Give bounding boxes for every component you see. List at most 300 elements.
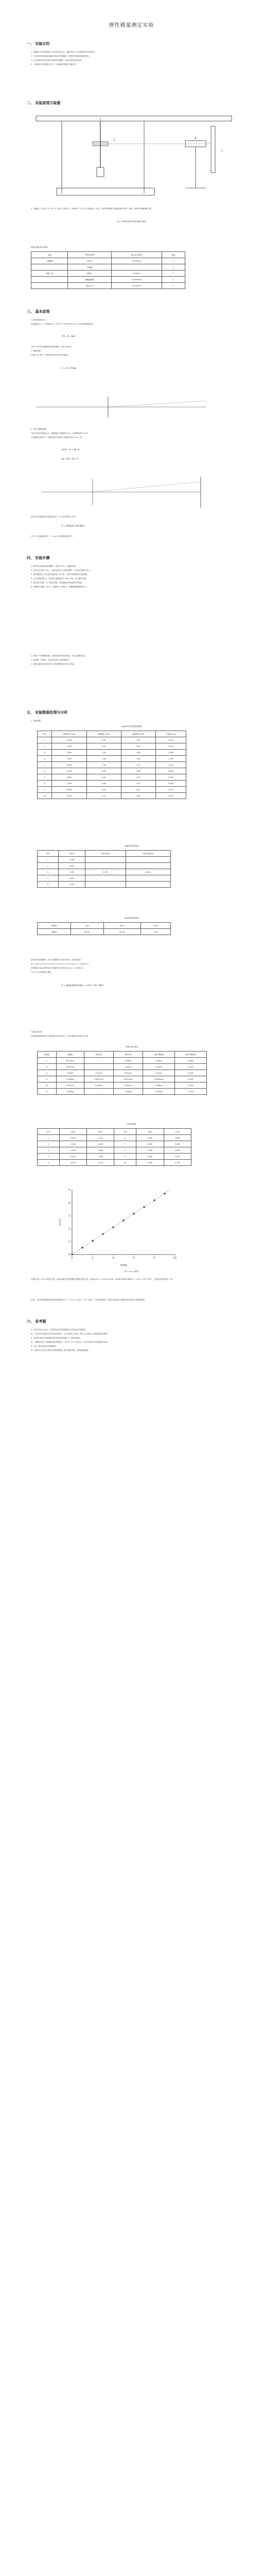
table-cell: 2.10 [86,762,121,768]
table-cell: 螺旋测微器 [68,277,112,283]
table-header: B类分量 [114,1052,143,1058]
table-cell [85,875,126,882]
data-point [143,1206,145,1208]
table-row [31,277,185,283]
table-header: A类分量 [84,1052,113,1058]
table-cell: — [84,1089,113,1095]
table-cell [31,264,68,270]
principle-text-5 [31,535,233,539]
table-cell: 8 [114,1147,136,1154]
calc-text [31,958,233,975]
table-cell: D [38,1064,57,1070]
calc-line: 用逐差法处理数据：将 10 组数据分为前后两组，对应相减得 [31,959,81,961]
table-cell: 0.10% [175,1089,207,1095]
table-cell: 9 [114,1154,136,1160]
table-cell [126,857,170,863]
table-cell: 0.005kg [114,1089,143,1095]
optical-lever-diagram [31,392,216,422]
table-cell: 1 [162,270,185,277]
principle-line: 实验中 ΔL 很小，需要用光杠杆进行放大测量。 [31,354,70,356]
table-header: 序号 [38,731,52,737]
question-item: 3. 为什么要用逐差法处理数据？ [31,1345,58,1347]
table-row [38,793,186,799]
table-cell: 2 [38,1141,60,1147]
data-point [92,1240,93,1242]
table-row [38,1154,191,1160]
table-cell: 光杠杆 [68,258,112,264]
table-cell: 7.50 [141,929,171,935]
table-cell: Δn [38,1082,57,1089]
table-cell: 0.52 [86,743,121,750]
note-item: 1. 测量中不得碰撞仪器，加减砝码时应轻拿轻放，防止金属丝晃动。 [31,655,87,657]
table-cell [85,857,126,863]
data-point [133,1213,134,1214]
table-cell: — [84,1058,113,1064]
table-header-row [38,1129,191,1135]
data-point [102,1233,103,1235]
questions-list [31,1328,233,1353]
table-cell: 0.801 [58,863,85,869]
table-cell: 游标卡尺 [68,283,112,289]
table-cell: 0.13% [175,1070,207,1076]
table-row [38,1160,191,1166]
table-cell: 8.000 [52,787,86,793]
table-header-row [38,851,171,857]
table-cell: 1.590 [87,1154,114,1160]
table-cell: 0.798 [58,857,85,863]
table-cell: 0.005cm [84,1082,113,1089]
table-header: 名称 [31,252,68,258]
table-cell: ±0.5mm [112,270,162,277]
data-sub-heading: 1. 原始数据 [31,720,41,722]
uncert-line: 各直接测量量的相对不确定度分别计算如下，按不确定度传递公式合成： [31,1035,90,1037]
table-cell: 8 [38,781,52,787]
table-cell: 0.00 [86,737,121,743]
table-cell: 1.60 [121,756,155,762]
table-header: L/cm [71,923,103,929]
table-cell: 9.000 [52,793,86,799]
table-cell [126,882,170,888]
table-header: m/kg [136,1129,164,1135]
table-cell: 0.55 [121,743,155,750]
table2-caption: 金属丝直径的测量 [124,845,139,847]
table-row [38,737,186,743]
table-cell: 4.735 [155,793,186,799]
table-row [38,1064,207,1070]
calc-line: 代入公式计算得杨氏模量： [31,971,54,973]
table-row [38,787,186,793]
table-cell: 2.645 [155,768,186,774]
table-cell: 1 [162,283,185,289]
table-cell: 0.800 [58,875,85,882]
table-cell: L [38,1058,57,1064]
table-cell: 2.000 [52,750,86,756]
table-cell [85,882,126,888]
table-cell: 测量值 [38,929,71,935]
table-cell: 0.000 [52,737,86,743]
table-header: 测量值 [57,1052,84,1058]
purpose-item: 2. 学会用拉伸法测量金属丝的杨氏弹性模量，熟悉相关测量仪器的使用。 [31,55,91,57]
table4-caption: 不确定度计算表 [125,1046,138,1048]
y-tick-label: 1 [68,1240,70,1244]
section-heading-data: 五、 实验数据处理与分析 [27,710,68,715]
svg-text:8: 8 [195,137,197,140]
table-cell: 4.000 [52,762,86,768]
step-item: 2. 将光杠杆放在平台上，两前足放在平台的凹槽内，后足放在圆柱夹头上。 [31,569,93,571]
table-row [31,270,185,277]
data-point [71,1253,73,1255]
table-cell [126,863,170,869]
table-cell: 3.15 [86,774,121,781]
table-cell: ±0.02mm [112,283,162,289]
table-cell: 1.58 [86,756,121,762]
apparatus-caption: 图 1 拉伸法测杨氏模量装置示意图 [117,221,146,223]
y-tick-label: 3 [68,1214,70,1218]
table-header: 相对不确定度 [175,1052,207,1058]
table-cell: 2.13 [121,762,155,768]
data-point [112,1227,114,1228]
table-cell: 2.66 [121,768,155,774]
table-cell: 7.000 [136,1147,164,1154]
table-cell: 0.000 [59,1135,86,1141]
table-cell: 0.010 [87,1135,114,1141]
purpose-item: 4. 了解误差分析的基本方法，计算测量结果的不确定度。 [31,63,78,65]
answer-item: 答：金属丝直径 d 的测量误差影响最大，因为 E 与 d² 成反比，应多次测量不同位置取平均值。 [31,1341,109,1343]
table-cell: ±0.02mm [112,258,162,264]
step-item: 1. 调节杨氏模量仪底座螺钉，使平台水平，金属丝铅直。 [31,565,78,567]
table-row [38,756,186,762]
section-heading-questions: 六、 思考题 [27,1319,46,1324]
principle-line: 光杠杆前后足距离为 b，镜面到标尺的距离为 D，当金属丝伸长 ΔL 时， [31,432,90,434]
table-cell: 0.003cm [114,1082,143,1089]
table-cell: 望远镜 [68,264,112,270]
note-item: 3. 测量金属丝直径时应在不同位置测量多次取平均值。 [31,663,76,665]
table-row [38,875,171,882]
table-header: 测量量 [38,1052,57,1058]
table-cell [112,264,162,270]
y-tick-label: 4 [68,1201,70,1205]
table-header: d/mm [58,851,85,857]
table-cell: 5.000kg [57,1089,84,1095]
table-cell: 3.165 [155,774,186,781]
principle-line: 1. 杨氏模量的定义 [31,319,46,321]
table-cell [126,875,170,882]
table-cell: — [84,1064,113,1070]
table-row [38,869,171,875]
data-point [164,1193,165,1194]
steps-list [31,565,233,589]
table-cell: 6.000 [136,1141,164,1147]
question-item: 1. 光杠杆有什么优点？怎样提高光杠杆测量微小长度变化的灵敏度？ [31,1329,87,1331]
table-header: 砝码质量 m/kg [52,731,86,737]
table1-wrap [37,731,186,799]
table-cell: 0.535 [87,1141,114,1147]
y-tick-label: 5 [68,1189,70,1192]
table-header: 平均值 n/cm [155,731,186,737]
table-cell [31,283,68,289]
instrument-table-wrap [31,251,185,289]
table-cell: d [38,1076,57,1082]
table-row [38,1058,207,1064]
x-tick-label: 0 [71,1257,73,1260]
table-cell: 4 [38,875,59,882]
table-cell: 0.005kg [143,1089,175,1095]
table-cell: 0.0007mm [84,1076,113,1082]
purpose-list [31,50,233,67]
principle-line: 3. 光杠杆测量原理 [31,428,46,430]
answer-item: 答：光杠杆可以将微小的长度变化放大，放大倍数为 2D/b，增大 D 或减小 b 都能提高灵敏度。 [31,1333,110,1335]
principle-text-3 [31,428,233,440]
table-cell: 0.535 [155,743,186,750]
table-cell: 6 [114,1135,136,1141]
principle-line: 式中 E 称为该金属的杨氏弹性模量，单位为 N/m²。 [31,346,74,348]
formula-modulus: E = FL / (S·ΔL) [62,367,77,369]
data-point [153,1199,155,1201]
table-cell: 120.50 [103,929,141,935]
x-tick-label: 2 [92,1257,94,1260]
formula-final: E = 8mgLD / (πd²bΔn) [62,524,85,527]
table-header: m/kg [59,1129,86,1135]
table-cell: 2.633cm [57,1082,84,1089]
table-cell: 0.799 [85,869,126,875]
table-row [38,750,186,756]
apparatus-diagram [31,111,237,204]
table-row [38,1076,207,1082]
table-header: 最大允许误差 [112,252,162,258]
table-cell: 6.000 [52,774,86,781]
table-cell: 1.000 [59,1141,86,1147]
table-cell: 9 [38,787,52,793]
table-header-row [38,1052,207,1058]
table-cell: 0.0023mm [114,1076,143,1082]
x-axis-label: m/kg [120,1264,127,1267]
table-cell: b [38,1070,57,1076]
calc-line: 则每增加 5kg 砝码时标尺读数的平均变化量为 Δn = 2.633 cm。 [31,967,85,969]
principle-line: 式中 d 为金属丝直径，F = mg 为所加砝码的重力。 [31,535,74,537]
table-cell: 1 [162,264,185,270]
table-cell: 0.03cm [114,1064,143,1070]
table-cell: 1 [38,737,52,743]
table5-wrap [37,1128,191,1166]
table-cell: 1.065 [87,1147,114,1154]
table-cell: 3.68 [86,781,121,787]
table-cell: 7.50cm [57,1070,84,1076]
table-cell: 0.30% [175,1076,207,1082]
principle-text-1 [31,318,233,327]
section-heading-purpose: 一、 实验目的 [27,42,50,46]
table-cell: 0.03cm [114,1058,143,1064]
table-row [38,882,171,888]
x-tick-label: 10 [173,1257,177,1260]
table-cell: 4.210 [155,787,186,793]
table3-wrap [37,922,171,935]
table-cell: 3.690 [164,1147,191,1154]
table-row [38,1147,191,1154]
data-point [81,1247,83,1248]
table-cell: 1.08 [121,750,155,756]
table-cell: 5 [38,762,52,768]
table-cell: 1 [38,857,59,863]
table-cell: 0.001cm [114,1070,143,1076]
table-cell: 3.000 [59,1154,86,1160]
table-cell: 7 [38,774,52,781]
principle-line: 由此可得金属丝伸长量的表达式，代入杨氏模量公式得 [31,516,76,518]
y-tick-label: 2 [68,1227,70,1231]
step-item: 3. 调节望远镜，使目镜中能看清十字叉丝，再调节物镜使标尺像清晰。 [31,573,89,575]
table-cell: 9.000 [136,1160,164,1166]
x-tick-label: 4 [112,1257,114,1260]
table-cell: 7.000 [52,781,86,787]
svg-text:7: 7 [221,150,223,153]
table-header: b/cm [141,923,171,929]
svg-text:1: 1 [99,118,101,121]
table-row [38,857,171,863]
table-cell: 3.690 [155,781,186,787]
diameter-table [37,850,171,888]
table-cell: 1 [162,277,185,283]
extension-data-table [37,731,186,799]
table-cell: 4 [38,756,52,762]
table-header: n/cm [164,1129,191,1135]
table-cell: 5 [38,882,59,888]
table-cell: 4.75 [121,793,155,799]
table-cell: 0.004 [126,869,170,875]
table-cell: 钢卷尺 [68,270,112,277]
table1-caption: 金属丝伸长量的测量数据 [121,725,142,727]
table-row [38,863,171,869]
formula-lever-ratio: Δn / 2D = ΔL / b [62,457,79,460]
y-tick-label: 0 [68,1253,70,1257]
note-item: 2. 望远镜一旦调好，在实验过程中不能再移动。 [31,659,71,661]
table-header: 平均 d/mm [85,851,126,857]
formula-hooke: F/S = E · ΔL/L [62,335,76,337]
table-cell: m [38,1089,57,1095]
question-item: 2. 本实验中哪个量的测量误差对结果影响最大？应如何改进？ [31,1337,82,1339]
x-tick-label: 8 [153,1257,155,1260]
table4-wrap [37,1051,207,1095]
graph-caption: 图 2 n-m 关系图 [124,1270,139,1273]
table-cell: 0.01cm [84,1070,113,1076]
table-cell: 2 [38,743,52,750]
table-cell: 1.05 [86,750,121,756]
y-axis-label: n/cm [59,1219,62,1226]
table-cell: 2 [38,863,59,869]
instrument-table-caption: 测量仪器名称及规格 [31,246,48,248]
table-cell: 1 [162,258,185,264]
data-point [122,1219,124,1221]
table-header: 合成不确定度 [143,1052,175,1058]
table-row [38,929,171,935]
table-cell: 0.03cm [143,1058,175,1064]
table-row [38,1070,207,1076]
notes-list [31,654,233,667]
table-cell: 3 [38,750,52,756]
table-header: D/cm [103,923,141,929]
section-heading-steps: 四、 实验步骤 [27,556,50,560]
section-heading-principle: 三、 基本原理 [27,310,50,314]
table-row [38,768,186,774]
table-cell: 3.000 [52,756,86,762]
table-cell: 5.000 [52,768,86,774]
table-header: 减砝码时 n/cm [121,731,155,737]
other-quantities-table [37,922,171,935]
table-row [38,1089,207,1095]
table-header: 序号 [38,1129,60,1135]
table-cell: 3.18 [121,774,155,781]
table-row [38,762,186,768]
uncertainty-text [31,1030,233,1039]
table-cell: 4.000 [59,1160,86,1166]
table-cell: 3 [38,869,59,875]
table-cell: 0.799mm [57,1076,84,1082]
principle-line: 平面镜转过角度 θ，从望远镜中读得标尺读数的变化为 Δn，则 [31,436,82,438]
document-title: 弹性模量测定实验 [109,23,154,28]
table-header: 误差 Δd/mm [126,851,170,857]
table-header: 型号及规格 [68,252,112,258]
svg-text:2: 2 [113,139,115,142]
table-header: 序号 [114,1129,136,1135]
table-cell: 1.000 [52,743,86,750]
calc-line: Δn = [(n₆-n₁)+(n₇-n₂)+(n₈-n₃)+(n₉-n₄)+(n₁₀-n₅)] / 5 = 2.633 cm [31,963,89,965]
table-cell: 4.210 [164,1154,191,1160]
table-header: n/cm [87,1129,114,1135]
graph-text: 由图可见 n 与 m 呈线性关系，说明金属丝在弹性限度内满足胡克定律。直线斜率 k = 0.525 cm/kg，由斜率求得杨氏模量 E = 2.02 × 10¹¹ N/m²，与逐差法结果基本一致。 [31,1278,174,1280]
table-cell: 7 [114,1141,136,1147]
table-cell: 3 [38,1147,60,1154]
table-cell: 2.000 [59,1147,86,1154]
table-cell [31,277,68,283]
step-item: 6. 用钢卷尺测量 L 和 D，用游标卡尺测量 b，用螺旋测微器测量 d。 [31,586,87,588]
table-cell: 0.0024mm [143,1076,175,1082]
table-cell: 2.63 [86,768,121,774]
principle-text-2 [31,345,233,358]
table-cell [85,863,126,869]
table-cell: 主要器材 [31,258,68,264]
table-cell: 0.03cm [143,1064,175,1070]
table-cell: 0.23% [175,1082,207,1089]
instrument-table [31,251,185,289]
table-cell: ±0.004mm [112,277,162,283]
table-row [38,1135,191,1141]
table-header: 物理量 [38,923,71,929]
section-heading-apparatus: 二、 实验原理与装置 [27,101,61,105]
table-cell: 2.115 [87,1160,114,1166]
table-cell: 测量工具 [31,270,68,277]
x-tick-label: 6 [133,1257,135,1260]
table-cell: 2.115 [155,762,186,768]
table-cell: 3.165 [164,1141,191,1147]
table2-wrap [37,850,171,888]
purpose-item: 1. 掌握用光杠杆测量微小长度变化的方法，理解“放大”法在物理实验中的应用。 [31,51,96,53]
table-cell: 0.04% [175,1058,207,1064]
answer-item: 答：逐差法可以充分利用所有测量数据，减小随机误差，提高测量精度。 [31,1349,90,1351]
graph-data-table [37,1128,191,1166]
table-row [31,258,185,264]
apparatus-note: 1. 金属丝 2. 光杠杆 3. 平台 4. 挂钩 5. 砝码 6. 三角底座 7. 标尺 8. 望远镜 9. 支架，光杠杆的镜面与望远镜调节至同一高度，使标尺的像清晰可见。 [31,208,153,210]
step-item: 5. 逐次减少砝码，记下相应读数，取加减砝码时读数的平均值。 [31,582,83,584]
table-cell: 0.006cm [143,1082,175,1089]
table-cell: 0.010 [155,737,186,743]
reading-diagram [31,474,216,510]
table-cell: 2.645 [164,1135,191,1141]
table-cell: 4.20 [86,787,121,793]
uncertainty-table [37,1051,207,1095]
table-cell: 4 [38,1154,60,1160]
table5-caption: 作图法数据 [127,1123,136,1125]
table-cell: 0.02% [175,1064,207,1070]
uncert-line: 不确定度分析： [31,1031,44,1033]
table-cell: 1 [38,1135,60,1141]
